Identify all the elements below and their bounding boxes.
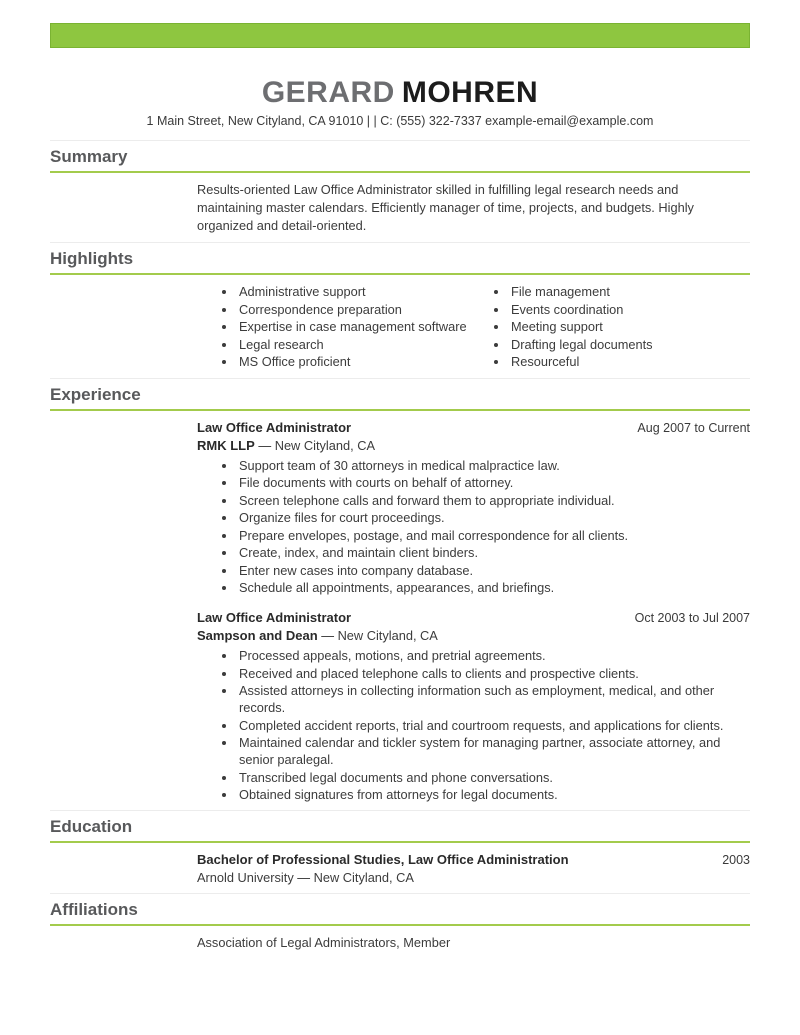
job-location: New Cityland, CA [337,628,438,643]
education-heading: Education [50,816,750,843]
job-bullet: • Maintained calendar and tickler system for managing partner, associate attorney, and senior paralegal. [237,734,750,768]
job-bullet: • Create, index, and maintain client binders. [237,544,750,561]
affiliations-body [197,926,750,951]
job-entry [197,419,750,597]
job-company-row [197,627,750,644]
job-bullet: • Processed appeals, motions, and pretrial agreements. [237,647,750,664]
highlight-item: • Expertise in case management software [237,318,477,335]
job-location: New Cityland, CA [274,437,375,453]
job-bullet-list [197,647,750,803]
highlights-column-2 [477,283,750,371]
first-name: GERARD [261,76,395,109]
job-title-row [197,419,750,437]
job-bullet: • File documents with courts on behalf of attorney. [237,474,750,491]
highlights-heading: Highlights [50,248,750,275]
education-school: Arnold University [197,870,294,885]
job-dates: Aug 2007 to Current [637,420,750,435]
job-bullet: • Prepare envelopes, postage, and mail correspondence for all clients. [237,527,750,544]
experience-heading: Experience [50,384,750,411]
education-location: New Cityland, CA [313,870,414,885]
highlight-item: • Drafting legal documents [509,336,750,353]
job-bullet: • Received and placed telephone calls to clients and prospective clients. [237,665,750,682]
job-entry [197,609,750,803]
section-education [50,810,750,886]
highlights-body [197,275,750,371]
job-bullet: • Transcribed legal documents and phone conversations. [237,769,750,786]
highlight-item: • File management [509,283,750,300]
education-degree-row [197,851,750,869]
section-affiliations [50,893,750,951]
highlight-item: • Administrative support [237,283,477,300]
job-bullet: • Completed accident reports, trial and courtroom requests, and applications for clients. [237,717,750,734]
section-experience [50,378,750,804]
education-body [197,843,750,886]
education-school-row [197,869,750,886]
education-degree: Bachelor of Professional Studies, Law Office Administration [197,852,569,867]
highlight-item: • Correspondence preparation [237,301,477,318]
accent-bar [50,23,750,48]
contact-line: 1 Main Street, New Cityland, CA 91010 | | C: (555) 322-7337 example-email@example.com [146,114,654,128]
highlight-item: • MS Office proficient [237,353,477,370]
summary-text: Results-oriented Law Office Administrator skilled in fulfilling legal research needs and maintaining master calendars. Efficiently manager of time, projects, and budgets. Highly organized and detail-oriented. [197,182,694,233]
job-title-row [197,609,750,627]
job-bullet: • Screen telephone calls and forward them to appropriate individual. [237,492,750,509]
resume-header [50,76,750,128]
job-company: Sampson and Dean [197,628,318,643]
highlight-item: • Meeting support [509,318,750,335]
dash-separator: — [297,870,311,885]
last-name: MOHREN [401,76,539,109]
section-summary [50,140,750,235]
job-bullet: • Enter new cases into company database. [237,562,750,579]
summary-body [197,173,750,235]
job-bullet: • Schedule all appointments, appearances, and briefings. [237,579,750,596]
affiliation-item: Association of Legal Administrators, Member [197,935,451,950]
job-company-row [197,437,750,454]
highlight-item: • Events coordination [509,301,750,318]
job-bullet: • Assisted attorneys in collecting information such as employment, medical, and other records. [237,682,750,716]
job-company: RMK LLP [197,437,255,453]
job-title: Law Office Administrator [197,419,352,435]
job-title: Law Office Administrator [197,610,352,625]
experience-body [197,411,750,804]
job-bullet: • Support team of 30 attorneys in medical malpractice law. [237,457,750,474]
job-bullet: • Organize files for court proceedings. [237,509,750,526]
summary-heading: Summary [50,146,750,173]
highlight-item: • Legal research [237,336,477,353]
highlight-item: • Resourceful [509,353,750,370]
section-highlights [50,242,750,371]
dash-separator: — [321,628,334,643]
affiliations-heading: Affiliations [50,899,750,926]
highlights-column-1 [197,283,477,371]
job-bullet: • Obtained signatures from attorneys for legal documents. [237,786,750,803]
job-dates: Oct 2003 to Jul 2007 [634,611,750,625]
page-title [50,76,750,110]
education-year: 2003 [722,853,750,867]
dash-separator: — [258,437,272,453]
job-bullet-list [197,457,750,597]
